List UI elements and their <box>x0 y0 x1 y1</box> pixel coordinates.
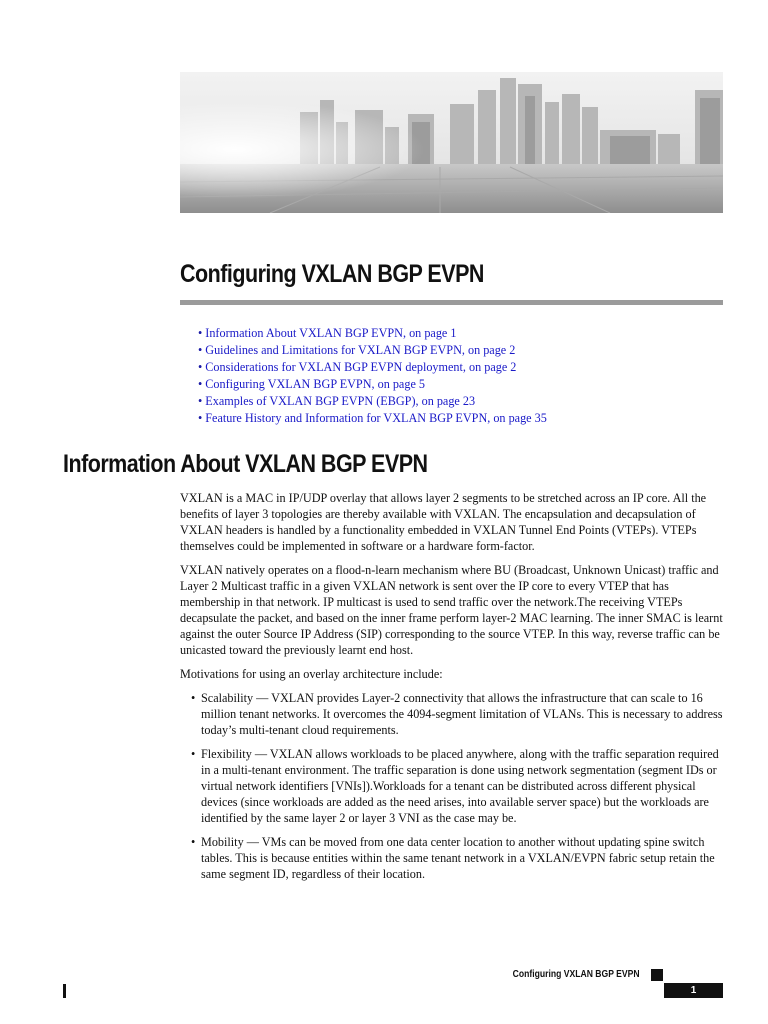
body-paragraph: VXLAN natively operates on a flood-n-learn mechanism where BU (Broadcast, Unknown Unicast) traffic and Layer 2 Multicast traffic in a given VXLAN network is sent over the IP core to every VTEP that has membership in that network. IP multicast is used to send traffic over the network.The receiving VTEPs decapsulate the packet, and based on the inner frame perform layer-2 MAC learning. The inner SMAC is learnt against the outer Source IP Address (SIP) corresponding to the source VTEP. In this way, reverse traffic can be unicasted toward the previously learnt end host. <box>180 563 723 657</box>
footer-left-bar <box>63 984 66 998</box>
chapter-title: Configuring VXLAN BGP EVPN <box>180 260 484 288</box>
section-body <box>180 490 724 890</box>
chapter-toc <box>198 325 547 427</box>
footer-chapter-label: Configuring VXLAN BGP EVPN <box>513 969 640 980</box>
list-item: • Scalability — VXLAN provides Layer-2 connectivity that allows the infrastructure that can scale to 16 million tenant networks. It overcomes the 4094-segment limitation of VLANs. This is necessary to address today’s multi-tenant cloud requirements. <box>191 691 723 737</box>
toc-link[interactable]: Guidelines and Limitations for VXLAN BGP EVPN, on page 2 <box>205 343 516 357</box>
toc-link[interactable]: Configuring VXLAN BGP EVPN, on page 5 <box>205 377 425 391</box>
list-item-text: Mobility — VMs can be moved from one data center location to another without updating spine switch tables. This is because entities within the same tenant network in a VXLAN/EVPN fabric setup retain the same segment ID, regardless of their location. <box>201 835 715 881</box>
body-paragraph: Motivations for using an overlay architecture include: <box>180 667 443 681</box>
toc-item: • Guidelines and Limitations for VXLAN BGP EVPN, on page 2 <box>198 343 516 357</box>
list-item-text: Scalability — VXLAN provides Layer-2 connectivity that allows the infrastructure that can scale to 16 million tenant networks. It overcomes the 4094-segment limitation of VLANs. This is necessary to address today’s multi-tenant cloud requirements. <box>201 691 723 737</box>
toc-link[interactable]: Information About VXLAN BGP EVPN, on page 1 <box>205 326 457 340</box>
list-item-text: Flexibility — VXLAN allows workloads to be placed anywhere, along with the traffic separation required in a multi-tenant environment. The traffic separation is done using network segmentation (segment IDs or virtual network identifiers [VNIs]).Workloads for a tenant can be distributed across different physical devices (since workloads are added as the need arises, into available server space) but the workloads are identified by the same layer 2 or layer 3 VNI as the case may be. <box>201 747 719 825</box>
header-banner-image <box>180 72 723 213</box>
toc-link[interactable]: Considerations for VXLAN BGP EVPN deployment, on page 2 <box>205 360 517 374</box>
toc-item: • Configuring VXLAN BGP EVPN, on page 5 <box>198 377 425 391</box>
toc-item: • Information About VXLAN BGP EVPN, on page 1 <box>198 326 457 340</box>
list-item: • Mobility — VMs can be moved from one data center location to another without updating spine switch tables. This is because entities within the same tenant network in a VXLAN/EVPN fabric setup retain the same segment ID, regardless of their location. <box>191 835 715 881</box>
toc-item: • Considerations for VXLAN BGP EVPN deployment, on page 2 <box>198 360 517 374</box>
footer-marker <box>651 969 663 981</box>
toc-link[interactable]: Feature History and Information for VXLAN BGP EVPN, on page 35 <box>205 411 547 425</box>
title-rule <box>180 300 723 305</box>
motivation-list <box>180 690 724 882</box>
page-number: 1 <box>664 983 723 998</box>
body-paragraph: VXLAN is a MAC in IP/UDP overlay that allows layer 2 segments to be stretched across an IP core. All the benefits of layer 3 topologies are thereby available with VXLAN. The encapsulation and decapsulation of VXLAN headers is handled by a functionality embedded in VXLAN Tunnel End Points (VTEPs). VTEPs themselves could be implemented in software or a hardware form-factor. <box>180 491 707 553</box>
toc-item: • Examples of VXLAN BGP EVPN (EBGP), on page 23 <box>198 394 476 408</box>
toc-link[interactable]: Examples of VXLAN BGP EVPN (EBGP), on page 23 <box>205 394 476 408</box>
section-title: Information About VXLAN BGP EVPN <box>63 450 428 478</box>
toc-item: • Feature History and Information for VXLAN BGP EVPN, on page 35 <box>198 411 547 425</box>
list-item: • Flexibility — VXLAN allows workloads to be placed anywhere, along with the traffic separation required in a multi-tenant environment. The traffic separation is done using network segmentation (segment IDs or virtual network identifiers [VNIs]).Workloads for a tenant can be distributed across different physical devices (since workloads are added as the need arises, into available server space) but the workloads are identified by the same layer 2 or layer 3 VNI as the case may be. <box>191 747 719 825</box>
